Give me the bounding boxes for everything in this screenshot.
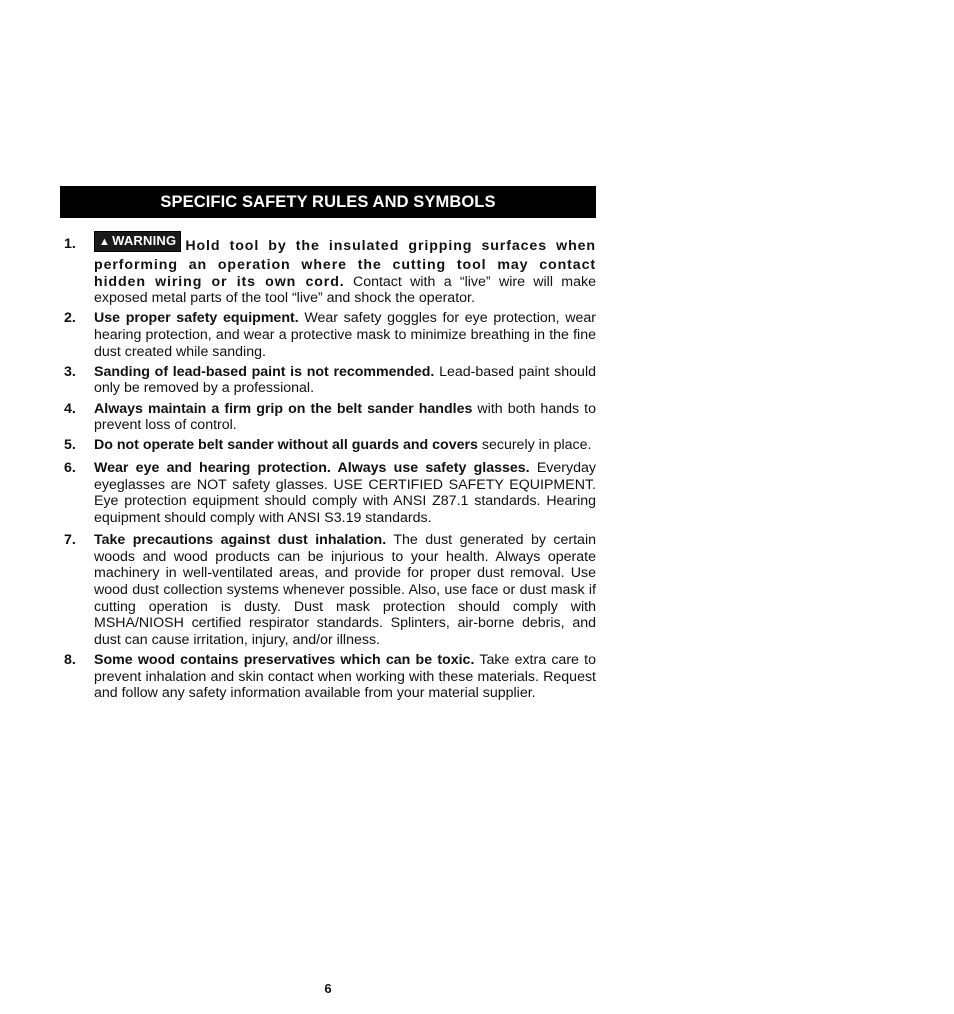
- section-header: [60, 186, 596, 218]
- rule-lead: Take precautions against dust inhalation.: [94, 532, 387, 549]
- warning-badge: [94, 231, 181, 252]
- rule-number: 1.: [64, 236, 76, 252]
- rule-item-1: [64, 233, 596, 307]
- safety-rules-list: [64, 233, 597, 705]
- rule-item-4: [64, 401, 596, 434]
- rule-lead: Sanding of lead-based paint is not recommended.: [94, 363, 435, 380]
- rule-item-8: [64, 652, 596, 702]
- warning-triangle-icon: ▲: [99, 236, 111, 248]
- rule-body: Everyday eyeglasses are NOT safety glasses. USE CERTIFIED SAFETY EQUIPMENT. Eye protection equipment should comply with ANSI Z87.1 standards. Hearing equipment should comply with ANSI S3.19 standards.: [94, 459, 596, 526]
- rule-item-7: [64, 532, 596, 648]
- rule-number: 4.: [64, 400, 76, 417]
- page-number: 6: [324, 981, 332, 996]
- rule-body: Lead-based paint should only be removed by a professional.: [94, 363, 596, 397]
- rule-lead: Some wood contains preservatives which can be toxic.: [94, 652, 475, 669]
- rule-body: with both hands to prevent loss of control.: [94, 400, 596, 434]
- rule-body: The dust generated by certain woods and wood products can be injurious to your health. Always operate machinery in well-ventilated areas, and provide for proper dust removal. Use wood dust collection systems whenever possible. Also, use face or dust mask if cutting operation is dusty. Dust mask protection should comply with MSHA/NIOSH certified respirator standards. Splinters, air-borne debris, and dust can cause irritation, injury, and/or illness.: [94, 532, 596, 648]
- rule-number: 5.: [64, 437, 76, 454]
- rule-item-5: [64, 437, 596, 454]
- rule-lead: Do not operate belt sander without all guards and covers: [94, 437, 478, 454]
- rule-lead: Hold tool by the insulated gripping surfaces when performing an operation where the cutting tool may contact hidden wiring or its own cord.: [94, 238, 596, 290]
- rule-number: 8.: [64, 652, 76, 669]
- rule-lead: Always maintain a firm grip on the belt sander handles: [94, 400, 473, 417]
- rule-item-3: [64, 364, 596, 397]
- rule-body: Wear safety goggles for eye protection, wear hearing protection, and wear a protective mask to minimize breathing in the fine dust created while sanding.: [94, 310, 597, 360]
- rule-item-6: [64, 460, 596, 526]
- rule-number: 3.: [64, 363, 76, 380]
- rule-body: Take extra care to prevent inhalation and skin contact when working with these materials. Request and follow any safety information available from your material supplier.: [94, 652, 596, 702]
- warning-label: WARNING: [112, 233, 177, 248]
- rule-number: 6.: [64, 459, 76, 476]
- section-title: SPECIFIC SAFETY RULES AND SYMBOLS: [160, 192, 496, 211]
- rule-body: securely in place.: [477, 437, 592, 454]
- rule-number: 7.: [64, 532, 76, 549]
- rule-body: Contact with a “live” wire will make exposed metal parts of the tool “live” and shock the operator.: [94, 273, 596, 307]
- rule-item-2: [64, 310, 596, 360]
- rule-lead: Wear eye and hearing protection. Always use safety glasses.: [94, 459, 530, 476]
- rule-lead: Use proper safety equipment.: [94, 310, 299, 327]
- rule-number: 2.: [64, 310, 76, 327]
